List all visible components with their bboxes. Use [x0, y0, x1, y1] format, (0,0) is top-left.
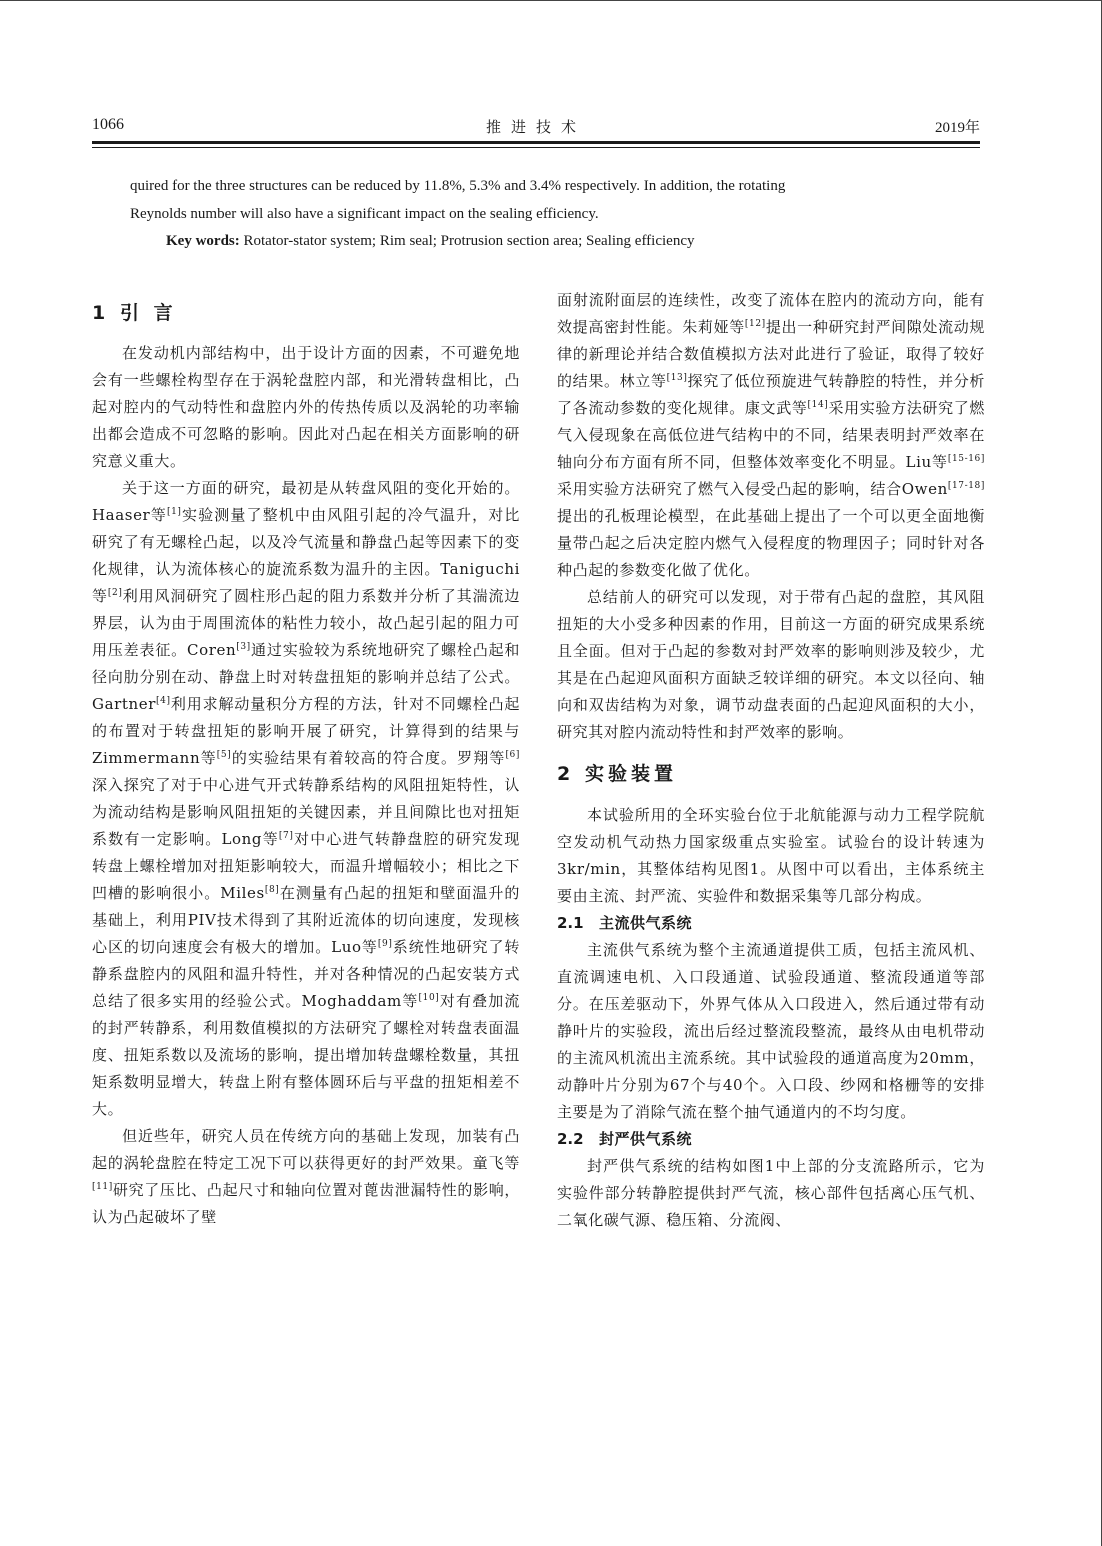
header-rule-thick [92, 141, 980, 144]
publication-year: 2019年 [934, 120, 980, 136]
keywords-label: Key words: [166, 233, 240, 249]
paragraph: 主流供气系统为整个主流通道提供工质，包括主流风机、直流调速电机、入口段通道、试验段通道、整流段通道等部分。在压差驱动下，外界气体从入口段进入，然后通过带有动静叶片的实验段，流出后经过整流段整流，最终从由电机带动的主流风机流出主流系统。其中试验段的通道高度为20mm，动静叶片分别为67个与40个。入口段、纱网和格栅等的安排主要是为了消除气流在整个抽气通道内的不均匀度。 [557, 941, 985, 1121]
abstract-tail [130, 172, 960, 228]
subsection-2-2-heading: 2.2 封严供气系统 [557, 1130, 693, 1148]
paragraph: 在发动机内部结构中，出于设计方面的因素，不可避免地会有一些螺栓构型存在于涡轮盘腔内部，和光滑转盘相比，凸起对腔内的气动特性和盘腔内外的传热传质以及涡轮的功率输出都会造成不可忽略的影响。因此对凸起在相关方面影响的研究意义重大。 [92, 344, 520, 470]
section-1-heading: 1 引 言 [92, 302, 177, 324]
subsection-2-1-heading: 2.1 主流供气系统 [557, 914, 693, 932]
section-2-heading: 2 实验装置 [557, 763, 678, 785]
header-rule-thin [92, 147, 980, 148]
left-column [92, 299, 520, 1231]
paragraph: 面射流附面层的连续性，改变了流体在腔内的流动方向，能有效提高密封性能。朱莉娅等[12]提出一种研究封严间隙处流动规律的新理论并结合数值模拟方法对此进行了验证，取得了较好的结果。林立等[13]探究了低位预旋进气转静腔的特性，并分析了各流动参数的变化规律。康文武等[14]采用实验方法研究了燃气入侵现象在高低位进气结构中的不同，结果表明封严效率在轴向分布方面有所不同，但整体效率变化不明显。Liu等[15-16]采用实验方法研究了燃气入侵受凸起的影响，结合Owen[17-18]提出的孔板理论模型，在此基础上提出了一个可以更全面地衡量带凸起之后决定腔内燃气入侵程度的物理因子；同时针对各种凸起的参数变化做了优化。 [557, 291, 985, 579]
abstract-line-1: quired for the three structures can be reduced by 11.8%, 5.3% and 3.4% respectively. In addition, the rotating [130, 178, 786, 194]
paragraph: 本试验所用的全环实验台位于北航能源与动力工程学院航空发动机气动热力国家级重点实验室。试验台的设计转速为3kr/min，其整体结构见图1。从图中可以看出，主体系统主要由主流、封严流、实验件和数据采集等几部分构成。 [557, 806, 985, 905]
paragraph: 但近些年，研究人员在传统方向的基础上发现，加装有凸起的涡轮盘腔在特定工况下可以获得更好的封严效果。童飞等[11]研究了压比、凸起尺寸和轴向位置对蓖齿泄漏特性的影响，认为凸起破坏了壁 [92, 1127, 520, 1226]
running-head [92, 116, 980, 140]
paragraph: 总结前人的研究可以发现，对于带有凸起的盘腔，其风阻扭矩的大小受多种因素的作用，目前这一方面的研究成果系统且全面。但对于凸起的参数对封严效率的影响则涉及较少，尤其是在凸起迎风面积方面缺乏较详细的研究。本文以径向、轴向和双齿结构为对象，调节动盘表面的凸起迎风面积的大小，研究其对腔内流动特性和封严效率的影响。 [557, 588, 985, 741]
page-number: 1066 [92, 116, 124, 133]
keywords-text: Rotator-stator system; Rim seal; Protrusion section area; Sealing efficiency [243, 233, 695, 249]
paragraph: 关于这一方面的研究，最初是从转盘风阻的变化开始的。Haaser等[1]实验测量了整机中由风阻引起的冷气温升，对比研究了有无螺栓凸起，以及冷气流量和静盘凸起等因素下的变化规律，认为流体核心的旋流系数为温升的主因。Taniguchi等[2]利用风洞研究了圆柱形凸起的阻力系数并分析了其湍流边界层，认为由于周围流体的粘性力较小，故凸起引起的阻力可用压差表征。Coren[3]通过实验较为系统地研究了螺栓凸起和径向肋分别在动、静盘上时对转盘扭矩的影响并总结了公式。Gartner[4]利用求解动量积分方程的方法，针对不同螺栓凸起的布置对于转盘扭矩的影响开展了研究，计算得到的结果与Zimmermann等[5]的实验结果有着较高的符合度。罗翔等[6]深入探究了对于中心进气开式转静系结构的风阻扭矩特性，认为流动结构是影响风阻扭矩的关键因素，并且间隙比也对扭矩系数有一定影响。Long等[7]对中心进气转静盘腔的研究发现转盘上螺栓增加对扭矩影响较大，而温升增幅较小；相比之下凹槽的影响很小。Miles[8]在测量有凸起的扭矩和壁面温升的基础上，利用PIV技术得到了其附近流体的切向速度，发现核心区的切向速度会有极大的增加。Luo等[9]系统性地研究了转静系盘腔内的风阻和温升特性，并对各种情况的凸起安装方式总结了很多实用的经验公式。Moghaddam等[10]对有叠加流的封严转静系，利用数值模拟的方法研究了螺栓对转盘表面温度、扭矩系数以及流场的影响，提出增加转盘螺栓数量，其扭矩系数明显增大，转盘上附有整体圆环后与平盘的扭矩相差不大。 [92, 479, 521, 1118]
page-border-top [0, 0, 1102, 1]
paragraph: 封严供气系统的结构如图1中上部的分支流路所示，它为实验件部分转静腔提供封严气流，核心部件包括离心压气机、二氧化碳气源、稳压箱、分流阀、 [557, 1157, 985, 1229]
keywords [166, 229, 694, 253]
right-column [557, 287, 985, 1234]
abstract-line-2: Reynolds number will also have a significant impact on the sealing efficiency. [130, 206, 599, 222]
journal-name: 推进技术 [485, 118, 586, 136]
